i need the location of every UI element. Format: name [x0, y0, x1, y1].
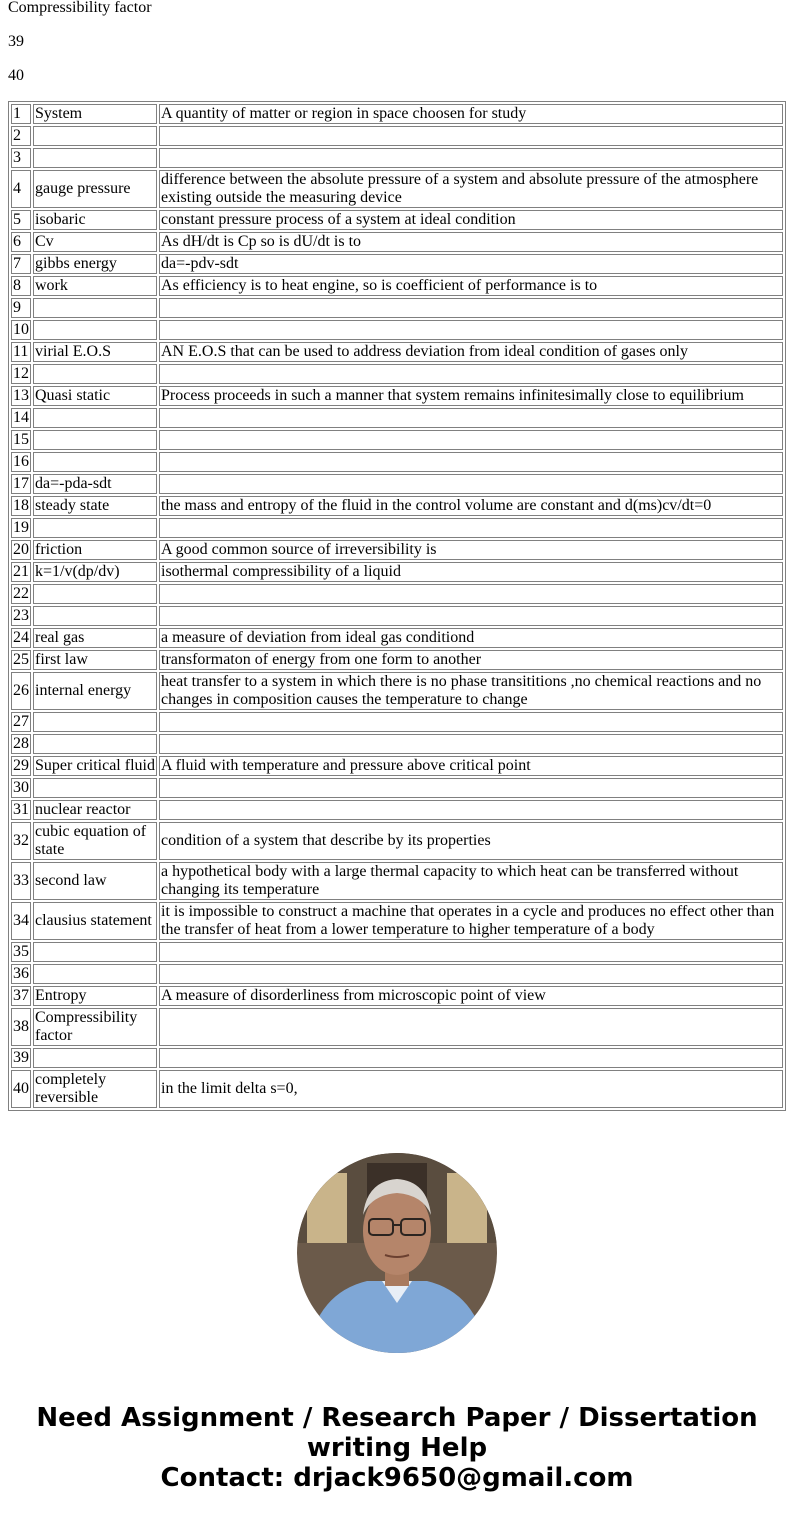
definition-cell: A quantity of matter or region in space choosen for study [159, 104, 783, 124]
definition-cell [159, 778, 783, 798]
row-number-cell: 28 [13, 735, 29, 752]
table-row [11, 518, 783, 538]
term-cell [33, 712, 157, 732]
term-cell: first law [33, 650, 157, 670]
row-number-cell: 7 [11, 254, 31, 274]
definition-cell: A good common source of irreversibility is [159, 540, 783, 560]
table-row [11, 210, 783, 230]
term-cell: completely reversible [33, 1070, 157, 1108]
definition-cell [159, 430, 783, 450]
table-row [11, 148, 783, 168]
table-row [11, 734, 783, 754]
definition-cell: da=-pdv-sdt [159, 254, 783, 274]
row-number-cell: 23 [13, 607, 29, 624]
row-number-cell: 30 [13, 779, 29, 796]
definitions-table-body [11, 104, 783, 1108]
table-row [11, 276, 783, 296]
row-number-cell: 4 [11, 170, 31, 208]
promo-line: writing Help [306, 1433, 488, 1463]
row-number-cell: 11 [11, 342, 31, 362]
definition-cell: condition of a system that describe by its properties [159, 822, 783, 860]
term-cell: steady state [33, 496, 157, 516]
row-number-cell: 16 [13, 453, 29, 470]
definition-cell: difference between the absolute pressure of a system and absolute pressure of the atmosphere existing outside the measuring device [159, 170, 783, 208]
table-row [11, 474, 783, 494]
row-number-cell: 2 [11, 126, 31, 146]
term-cell [33, 430, 157, 450]
table-row [11, 496, 783, 516]
definition-cell [159, 1048, 783, 1068]
row-number-cell: 31 [13, 801, 29, 818]
definition-cell: AN E.O.S that can be used to address deviation from ideal condition of gases only [159, 342, 783, 362]
table-row [11, 126, 783, 146]
table-row [11, 562, 783, 582]
row-number-cell: 9 [11, 298, 31, 318]
definition-cell: the mass and entropy of the fluid in the control volume are constant and d(ms)cv/dt=0 [159, 496, 783, 516]
term-cell: clausius statement [33, 902, 157, 940]
table-row [11, 628, 783, 648]
table-row [11, 540, 783, 560]
definition-cell [159, 606, 783, 626]
definition-cell [159, 320, 783, 340]
row-number-cell: 37 [13, 987, 29, 1004]
term-cell: gibbs energy [33, 254, 157, 274]
row-number-cell: 29 [13, 757, 29, 774]
term-cell [33, 734, 157, 754]
definition-cell [159, 148, 783, 168]
row-number-cell: 24 [13, 629, 29, 646]
promo-contact: Contact: drjack9650@gmail.com [160, 1463, 634, 1493]
definition-cell: isothermal compressibility of a liquid [159, 562, 783, 582]
table-row [11, 650, 783, 670]
term-cell: Quasi static [33, 386, 157, 406]
table-row [11, 606, 783, 626]
term-cell: gauge pressure [33, 170, 157, 208]
definition-cell: heat transfer to a system in which there is no phase transititions ,no chemical reactions and no changes in composition causes the temperature to change [159, 672, 783, 710]
term-cell [33, 320, 157, 340]
term-cell [33, 452, 157, 472]
row-number-cell: 6 [11, 232, 31, 252]
definition-cell [159, 800, 783, 820]
row-number-cell: 39 [13, 1049, 29, 1066]
definition-cell: a measure of deviation from ideal gas conditiond [159, 628, 783, 648]
term-cell: virial E.O.S [33, 342, 157, 362]
table-row [11, 320, 783, 340]
promo-line: Need Assignment / Research Paper / Dissertation [36, 1403, 758, 1433]
term-cell: Entropy [33, 986, 157, 1006]
term-cell: friction [33, 540, 157, 560]
definition-cell [159, 584, 783, 604]
row-number-cell: 26 [11, 672, 31, 710]
row-number-cell: 32 [11, 822, 31, 860]
definition-cell: transformaton of energy from one form to another [159, 650, 783, 670]
table-row [11, 712, 783, 732]
table-row [11, 254, 783, 274]
definition-cell: Process proceeds in such a manner that system remains infinitesimally close to equilibrium [159, 386, 783, 406]
definition-cell: constant pressure process of a system at ideal condition [159, 210, 783, 230]
term-cell: real gas [33, 628, 157, 648]
term-cell [33, 1048, 157, 1068]
definition-cell [159, 518, 783, 538]
row-number-cell: 38 [11, 1008, 31, 1046]
row-number-cell: 3 [11, 148, 31, 168]
table-row [11, 1048, 783, 1068]
portrait-door-left [307, 1173, 347, 1243]
definition-cell [159, 364, 783, 384]
table-row [11, 408, 783, 428]
term-cell: cubic equation of state [33, 822, 157, 860]
author-portrait [297, 1153, 497, 1353]
definition-cell: As dH/dt is Cp so is dU/dt is to [159, 232, 783, 252]
row-number-cell: 36 [13, 965, 29, 982]
term-cell: nuclear reactor [33, 800, 157, 820]
table-row [11, 942, 783, 962]
row-number-cell: 20 [13, 541, 29, 558]
definition-cell [159, 964, 783, 984]
term-cell [33, 964, 157, 984]
term-cell: da=-pda-sdt [33, 474, 157, 494]
term-cell: internal energy [33, 672, 157, 710]
term-cell: k=1/v(dp/dv) [33, 562, 157, 582]
table-row [11, 756, 783, 776]
table-row [11, 430, 783, 450]
definition-cell [159, 452, 783, 472]
definition-cell [159, 474, 783, 494]
term-cell [33, 778, 157, 798]
table-row [11, 1008, 783, 1046]
table-row [11, 902, 783, 940]
definition-cell: it is impossible to construct a machine that operates in a cycle and produces no effect other than the transfer of heat from a lower temperature to higher temperature of a body [159, 902, 783, 940]
table-row [11, 822, 783, 860]
definition-cell [159, 408, 783, 428]
row-number-cell: 19 [13, 519, 29, 536]
term-cell: System [33, 104, 157, 124]
table-row [11, 342, 783, 362]
table-row [11, 1070, 783, 1108]
table-row [11, 298, 783, 318]
term-cell [33, 518, 157, 538]
table-row [11, 364, 783, 384]
term-cell [33, 584, 157, 604]
term-cell [33, 606, 157, 626]
table-row [11, 964, 783, 984]
term-cell [33, 148, 157, 168]
row-number-cell: 25 [13, 651, 29, 668]
term-cell: work [33, 276, 157, 296]
table-row [11, 386, 783, 406]
definition-cell: A measure of disorderliness from microscopic point of view [159, 986, 783, 1006]
page-heading: Compressibility factor [8, 0, 152, 16]
row-number-cell: 10 [13, 321, 29, 338]
row-number-cell: 27 [13, 713, 29, 730]
term-cell [33, 126, 157, 146]
definition-cell [159, 298, 783, 318]
row-number-cell: 18 [13, 497, 29, 514]
table-row [11, 862, 783, 900]
definitions-table [8, 101, 786, 1111]
row-number-cell: 14 [13, 409, 29, 426]
row-number-cell: 13 [13, 387, 29, 404]
definition-cell: A fluid with temperature and pressure above critical point [159, 756, 783, 776]
row-number-cell: 34 [11, 902, 31, 940]
table-row [11, 232, 783, 252]
term-cell [33, 942, 157, 962]
term-cell: Compressibility factor [33, 1008, 157, 1046]
table-row [11, 986, 783, 1006]
term-cell: Super critical fluid [33, 756, 157, 776]
row-number-cell: 12 [13, 365, 29, 382]
definition-cell: a hypothetical body with a large thermal capacity to which heat can be transferred without changing its temperature [159, 862, 783, 900]
row-number-cell: 17 [13, 475, 29, 492]
definition-cell [159, 1008, 783, 1046]
promo-banner [0, 1403, 794, 1493]
term-cell: isobaric [33, 210, 157, 230]
row-number-cell: 8 [11, 276, 31, 296]
term-cell [33, 364, 157, 384]
definition-cell [159, 126, 783, 146]
row-number-cell: 1 [11, 104, 31, 124]
row-number-cell: 5 [11, 210, 31, 230]
definition-cell: in the limit delta s=0, [159, 1070, 783, 1108]
term-cell: second law [33, 862, 157, 900]
row-number-cell: 21 [13, 563, 29, 580]
row-number-cell: 35 [13, 943, 29, 960]
definition-cell [159, 712, 783, 732]
row-number-cell: 33 [11, 862, 31, 900]
row-number-cell: 40 [11, 1070, 31, 1108]
table-row [11, 452, 783, 472]
row-number-cell: 22 [13, 585, 29, 602]
table-row [11, 672, 783, 710]
portrait-door-right [447, 1173, 487, 1243]
table-row [11, 778, 783, 798]
row-number-cell: 15 [13, 431, 29, 448]
table-row [11, 800, 783, 820]
definition-cell: As efficiency is to heat engine, so is coefficient of performance is to [159, 276, 783, 296]
term-cell [33, 408, 157, 428]
preface-number: 40 [8, 67, 24, 84]
table-row [11, 584, 783, 604]
portrait-image [297, 1153, 497, 1353]
definition-cell [159, 734, 783, 754]
preface-number: 39 [8, 33, 24, 50]
term-cell: Cv [33, 232, 157, 252]
definition-cell [159, 942, 783, 962]
term-cell [33, 298, 157, 318]
table-row [11, 170, 783, 208]
table-bottom-edge [8, 1109, 786, 1112]
table-row [11, 104, 783, 124]
